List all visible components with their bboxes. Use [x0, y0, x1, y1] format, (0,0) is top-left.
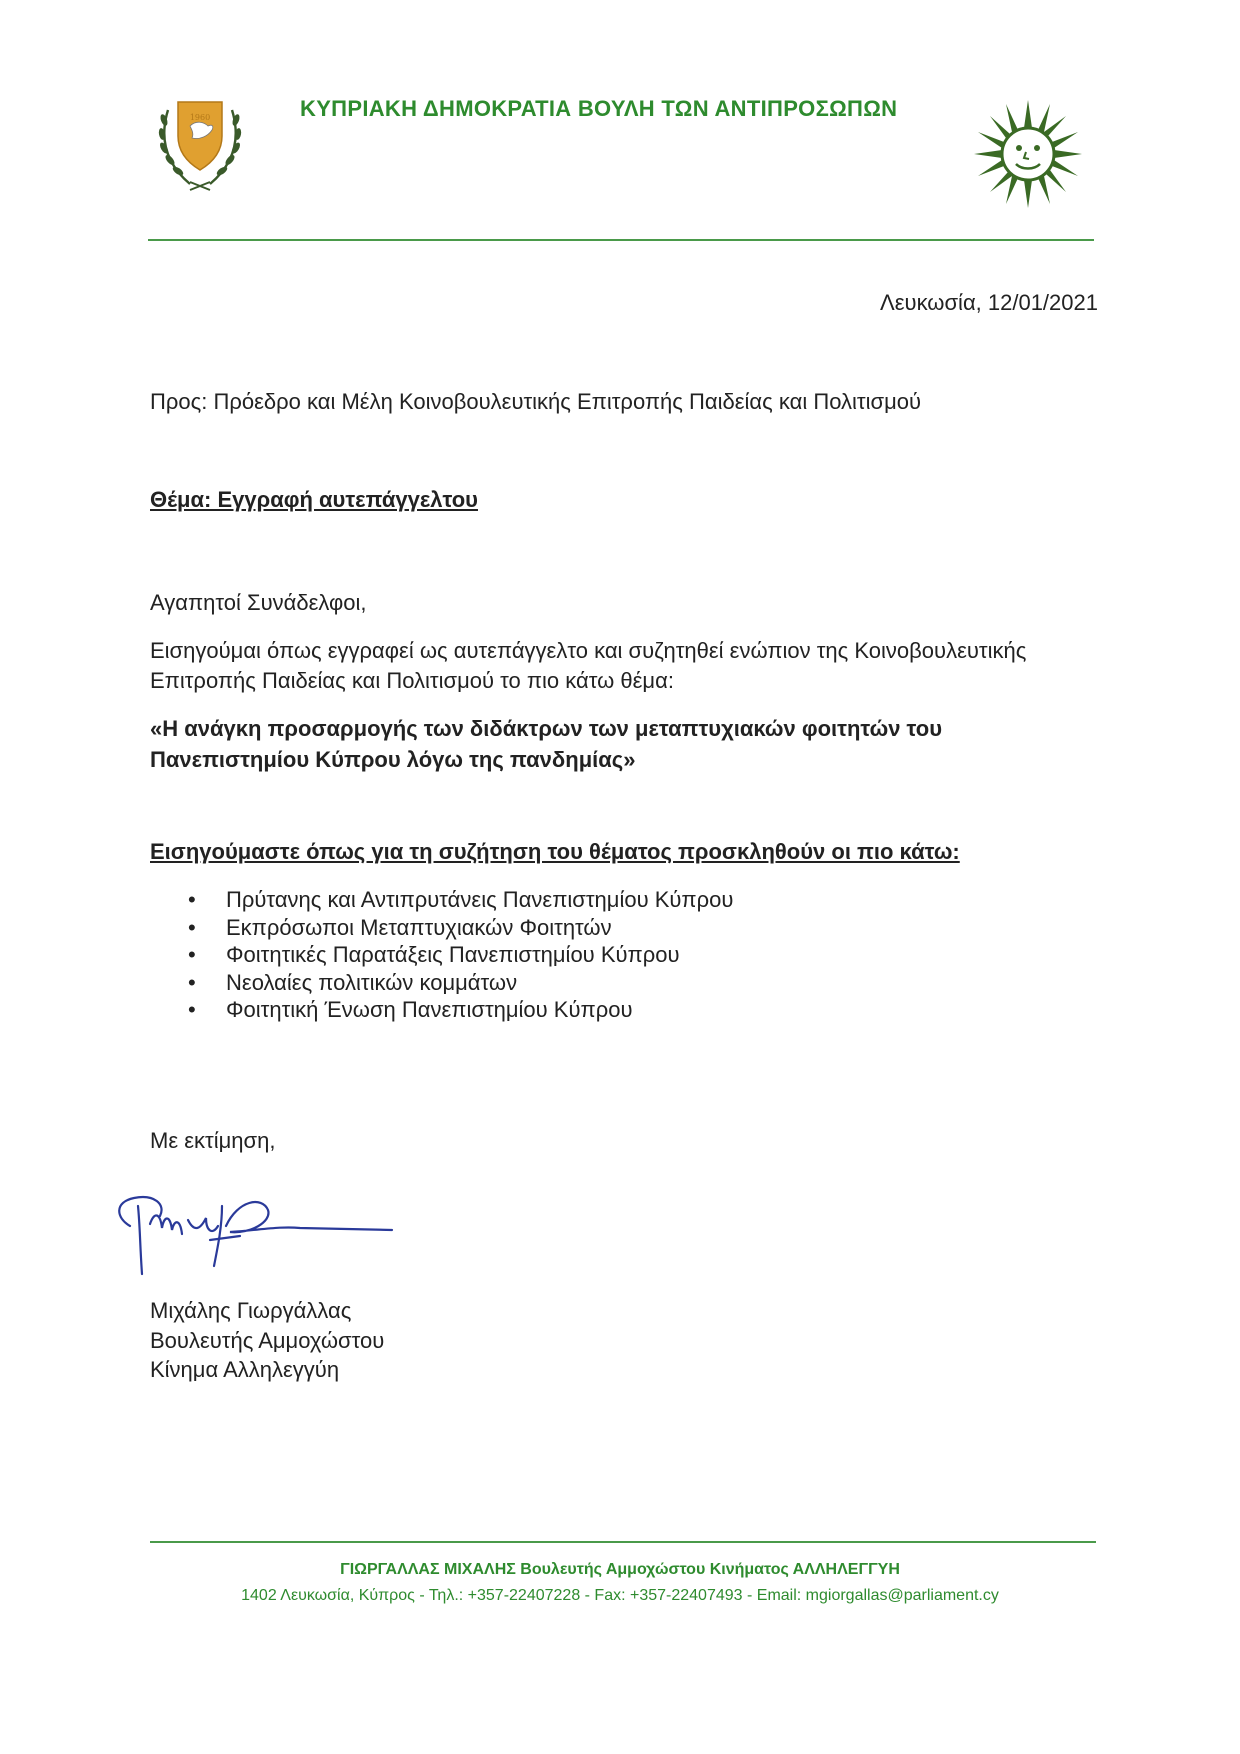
topic-line-1: «Η ανάγκη προσαρμογής των διδάκτρων των μεταπτυχιακών φοιτητών του — [150, 716, 942, 741]
list-item-label: Εκπρόσωποι Μεταπτυχιακών Φοιτητών — [226, 914, 612, 940]
list-item — [188, 996, 733, 1024]
list-item-label: Πρύτανης και Αντιπρυτάνεις Πανεπιστημίου Κύπρου — [226, 887, 734, 912]
footer-name-line: ΓΙΩΡΓΑΛΛΑΣ ΜΙΧΑΛΗΣ Βουλευτής Αμμοχώστου Κινήματος ΑΛΛΗΛΕΓΓΥΗ — [340, 1561, 900, 1578]
greeting: Αγαπητοί Συνάδελφοι, — [150, 590, 367, 615]
topic-line-2: Πανεπιστημίου Κύπρου λόγω της πανδημίας» — [150, 747, 636, 772]
list-item — [188, 941, 733, 969]
bullet-icon: • — [188, 969, 196, 995]
paragraph-line-1: Εισηγούμαι όπως εγγραφεί ως αυτεπάγγελτο και συζητηθεί ενώπιον της Κοινοβουλευτικής — [150, 638, 1027, 663]
signature-title: Βουλευτής Αμμοχώστου — [150, 1328, 385, 1353]
header-divider — [148, 239, 1094, 241]
bullet-icon: • — [188, 887, 196, 912]
subject-line: Θέμα: Εγγραφή αυτεπάγγελτου — [150, 487, 478, 512]
invitees-list — [188, 886, 733, 1024]
list-item-label: Φοιτητική Ένωση Πανεπιστημίου Κύπρου — [226, 997, 633, 1022]
cyprus-coat-of-arms-icon — [150, 96, 250, 196]
signature-name: Μιχάλης Γιωργάλλας — [150, 1298, 352, 1323]
list-item-label: Νεολαίες πολιτικών κομμάτων — [226, 969, 518, 995]
bullet-icon: • — [188, 914, 196, 940]
closing: Με εκτίμηση, — [150, 1128, 276, 1153]
sun-logo-icon — [972, 98, 1084, 210]
list-item — [188, 969, 733, 997]
recipient-line: Προς: Πρόεδρο και Μέλη Κοινοβουλευτικής Επιτροπής Παιδείας και Πολιτισμού — [150, 389, 922, 414]
letter-date: Λευκωσία, 12/01/2021 — [880, 290, 1098, 315]
list-item-label: Φοιτητικές Παρατάξεις Πανεπιστημίου Κύπρου — [226, 942, 680, 967]
header-title: ΚΥΠΡΙΑΚΗ ΔΗΜΟΚΡΑΤΙΑ ΒΟΥΛΗ ΤΩΝ ΑΝΤΙΠΡΟΣΩΠΩΝ — [300, 96, 898, 121]
bullet-icon: • — [188, 997, 196, 1022]
handwritten-signature — [110, 1186, 410, 1286]
svg-text:1960: 1960 — [189, 113, 211, 122]
bullet-icon: • — [188, 942, 196, 967]
signature-party: Κίνημα Αλληλεγγύη — [150, 1357, 340, 1382]
footer-contact-line: 1402 Λευκωσία, Κύπρος - Τηλ.: +357-22407228 - Fax: +357-22407493 - Email: mgiorgallas@parliament.cy — [241, 1587, 999, 1604]
footer-divider — [150, 1541, 1096, 1543]
paragraph-line-2: Επιτροπής Παιδείας και Πολιτισμού το πιο κάτω θέμα: — [150, 668, 674, 693]
invite-heading: Εισηγούμαστε όπως για τη συζήτηση του θέματος προσκληθούν οι πιο κάτω: — [150, 839, 960, 864]
list-item — [188, 886, 733, 914]
list-item — [188, 914, 733, 942]
